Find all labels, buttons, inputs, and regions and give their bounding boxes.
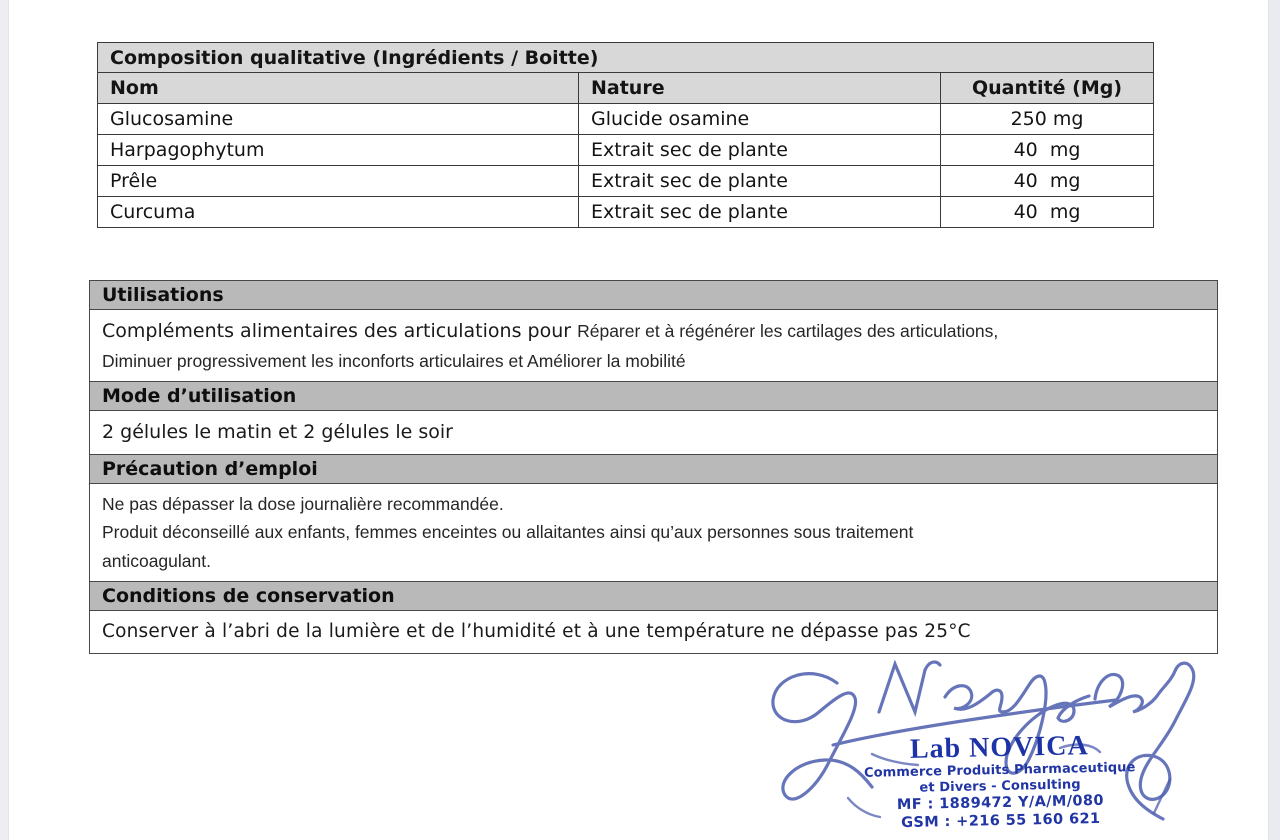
precaution-line3: anticoagulant. <box>102 550 211 571</box>
section-body <box>90 483 1218 581</box>
section-heading: Utilisations <box>90 281 1218 310</box>
conservation-body-text: Conserver à l’abri de la lumière et de l’humidité et à une température ne dépasse pas 25°C <box>102 620 971 642</box>
stamp-lab-name: Lab NOVICA <box>909 730 1089 765</box>
page-right-edge <box>1268 0 1280 840</box>
cell-quantite: 40 mg <box>941 197 1154 228</box>
section-mode-header <box>90 382 1218 411</box>
utilisations-line1: Réparer et à régénérer les cartilages des articulations, <box>577 321 999 341</box>
section-precaution-body <box>90 483 1218 581</box>
section-body <box>90 610 1218 653</box>
section-precaution-header <box>90 454 1218 483</box>
section-mode-body <box>90 411 1218 455</box>
precaution-line1: Ne pas dépasser la dose journalière recommandée. <box>102 493 504 514</box>
table-row <box>98 166 1154 197</box>
section-heading: Mode d’utilisation <box>90 382 1218 411</box>
cell-quantite: 250 mg <box>941 104 1154 135</box>
page-left-edge <box>0 0 9 840</box>
table-row <box>98 197 1154 228</box>
utilisations-line2: Diminuer progressivement les inconforts articulaires et Améliorer la mobilité <box>102 350 686 371</box>
section-utilisations-body <box>90 310 1218 382</box>
composition-table-title: Composition qualitative (Ingrédients / Boitte) <box>98 43 1154 73</box>
table-row <box>98 104 1154 135</box>
precaution-line2: Produit déconseillé aux enfants, femmes enceintes ou allaitantes ainsi qu’aux personnes sous traitement <box>102 522 914 543</box>
utilisations-lead: Compléments alimentaires des articulations pour <box>102 320 578 342</box>
cell-nom: Prêle <box>98 166 579 197</box>
column-header-quantite: Quantité (Mg) <box>941 73 1154 104</box>
section-utilisations-header <box>90 281 1218 310</box>
section-conservation-body <box>90 610 1218 653</box>
stamp-line-gsm: GSM : +216 55 160 621 <box>901 811 1101 832</box>
cell-nom: Harpagophytum <box>98 135 579 166</box>
cell-nature: Glucide osamine <box>579 104 941 135</box>
section-heading: Conditions de conservation <box>90 581 1218 610</box>
stamp-and-signature <box>742 648 1202 840</box>
info-table <box>89 280 1218 654</box>
section-body <box>90 310 1218 382</box>
column-header-nature: Nature <box>579 73 941 104</box>
section-body <box>90 411 1218 455</box>
composition-table-title-row <box>98 43 1154 73</box>
table-row <box>98 135 1154 166</box>
cell-nom: Curcuma <box>98 197 579 228</box>
composition-table-header-row <box>98 73 1154 104</box>
cell-nature: Extrait sec de plante <box>579 197 941 228</box>
cell-nature: Extrait sec de plante <box>579 135 941 166</box>
stamp-text-block <box>853 731 1147 834</box>
column-header-nom: Nom <box>98 73 579 104</box>
section-heading: Précaution d’emploi <box>90 454 1218 483</box>
cell-quantite: 40 mg <box>941 166 1154 197</box>
stamp-line-commerce: Commerce Produits Pharmaceutique <box>863 760 1136 781</box>
composition-table <box>97 42 1154 228</box>
cell-nature: Extrait sec de plante <box>579 166 941 197</box>
stamp-line-mf: MF : 1889472 Y/A/M/080 <box>896 793 1105 814</box>
cell-nom: Glucosamine <box>98 104 579 135</box>
stamp-line-divers: et Divers - Consulting <box>919 776 1081 796</box>
cell-quantite: 40 mg <box>941 135 1154 166</box>
mode-body-text: 2 gélules le matin et 2 gélules le soir <box>102 421 453 444</box>
section-conservation-header <box>90 581 1218 610</box>
